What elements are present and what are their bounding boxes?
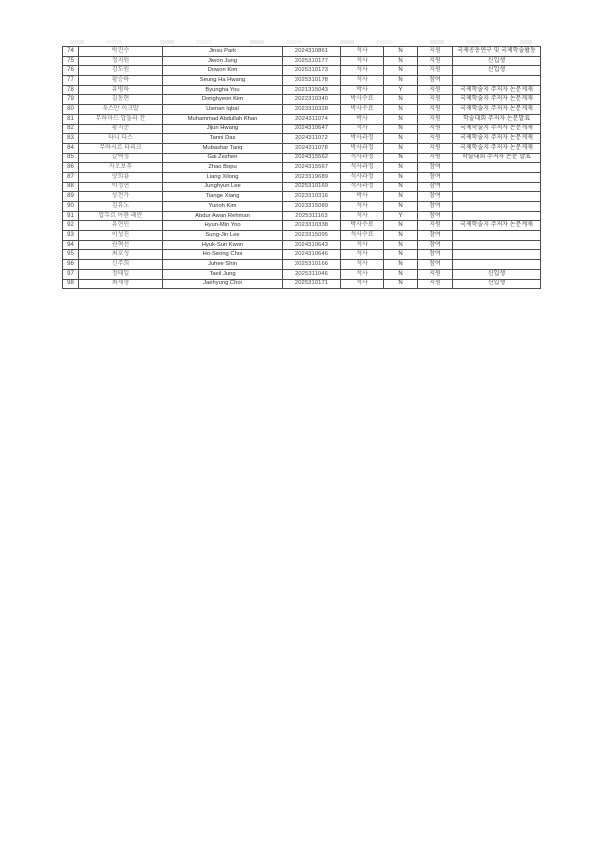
cell-name-english: Hyun-Min Yoo (163, 221, 283, 231)
cell-name-korean: 무하마드 압둘라 칸 (79, 114, 163, 124)
cell-status: 참여 (418, 260, 453, 270)
cell-status: 지원 (418, 279, 453, 289)
cell-new-flag: N (384, 47, 418, 57)
table-row (63, 153, 541, 163)
table-row (63, 76, 541, 86)
table-row (63, 250, 541, 260)
cell-name-korean: 황승하 (79, 76, 163, 86)
cell-name-english: Ho-Seong Choi (163, 250, 283, 260)
cell-note: 국제학술지 주저자 논문게재 (453, 85, 541, 95)
cell-note: 학술대회 주저자 논문발표 (453, 114, 541, 124)
cell-name-english: Jinsu Park (163, 47, 283, 57)
cell-name-english: Taeil Jung (163, 269, 283, 279)
cell-degree: 석사 (341, 66, 384, 76)
cell-note (453, 260, 541, 270)
cell-new-flag: N (384, 95, 418, 105)
table-row (63, 66, 541, 76)
cell-name-english: Donghyeon Kim (163, 95, 283, 105)
cell-new-flag: N (384, 124, 418, 134)
cell-note: 신입생 (453, 56, 541, 66)
cell-note (453, 76, 541, 86)
cell-row-number: 94 (63, 240, 79, 250)
clipped-previous-row (70, 40, 532, 44)
cell-note (453, 250, 541, 260)
cell-degree: 박사과정 (341, 143, 384, 153)
table-row (63, 47, 541, 57)
cell-row-number: 79 (63, 95, 79, 105)
cell-name-korean: 상천가 (79, 192, 163, 202)
cell-new-flag: N (384, 231, 418, 241)
cell-status: 참여 (418, 182, 453, 192)
cell-student-id: 2024315562 (283, 153, 341, 163)
cell-name-korean: 김동현 (79, 95, 163, 105)
cell-name-korean: 김유노 (79, 202, 163, 212)
cell-student-id: 2025311163 (283, 211, 341, 221)
cell-status: 지원 (418, 85, 453, 95)
cell-student-id: 2024310643 (283, 240, 341, 250)
table-row (63, 143, 541, 153)
cell-note (453, 202, 541, 212)
cell-new-flag: N (384, 221, 418, 231)
cell-name-english: Sung-Jin Lee (163, 231, 283, 241)
cell-status: 지원 (418, 114, 453, 124)
cell-student-id: 2025311046 (283, 269, 341, 279)
cell-degree: 박사 (341, 192, 384, 202)
cell-name-korean: 최호성 (79, 250, 163, 260)
cell-new-flag: N (384, 250, 418, 260)
cell-degree: 석사 (341, 279, 384, 289)
cell-name-korean: 권혁선 (79, 240, 163, 250)
table-body (63, 47, 541, 289)
cell-note: 학술대회 주저자 논문 발표 (453, 153, 541, 163)
cell-name-korean: 무바시르 타리크 (79, 143, 163, 153)
cell-note (453, 172, 541, 182)
cell-new-flag: N (384, 134, 418, 144)
table-row (63, 202, 541, 212)
cell-name-korean: 정지원 (79, 56, 163, 66)
cell-student-id: 2025310177 (283, 56, 341, 66)
cell-row-number: 81 (63, 114, 79, 124)
cell-degree: 석사 (341, 260, 384, 270)
cell-degree: 석사 (341, 47, 384, 57)
cell-new-flag: N (384, 143, 418, 153)
cell-degree: 석사 (341, 76, 384, 86)
cell-note (453, 163, 541, 173)
cell-new-flag: N (384, 192, 418, 202)
cell-row-number: 93 (63, 231, 79, 241)
table-row (63, 124, 541, 134)
cell-name-korean: 유현민 (79, 221, 163, 231)
cell-note: 신입생 (453, 269, 541, 279)
cell-note (453, 192, 541, 202)
cell-student-id: 2023319689 (283, 172, 341, 182)
cell-row-number: 82 (63, 124, 79, 134)
cell-name-korean: 압두르 아완 레만 (79, 211, 163, 221)
table-row (63, 260, 541, 270)
cell-degree: 석사 (341, 269, 384, 279)
cell-student-id: 2025310169 (283, 182, 341, 192)
cell-status: 지원 (418, 143, 453, 153)
table-row (63, 211, 541, 221)
cell-student-id: 2024315567 (283, 163, 341, 173)
cell-student-id: 2024310646 (283, 250, 341, 260)
student-roster-table (62, 46, 541, 289)
cell-status: 지원 (418, 134, 453, 144)
cell-name-english: Tanni Das (163, 134, 283, 144)
cell-name-english: Dowon Kim (163, 66, 283, 76)
cell-status: 지원 (418, 105, 453, 115)
cell-name-korean: 이성진 (79, 231, 163, 241)
cell-student-id: 2025310171 (283, 279, 341, 289)
cell-degree: 석사 (341, 250, 384, 260)
cell-name-korean: 정태일 (79, 269, 163, 279)
cell-status: 참여 (418, 250, 453, 260)
cell-name-english: Junghyun Lee (163, 182, 283, 192)
cell-note (453, 231, 541, 241)
cell-new-flag: N (384, 66, 418, 76)
cell-name-korean: 타니 다스 (79, 134, 163, 144)
cell-degree: 석사 (341, 202, 384, 212)
cell-status: 지원 (418, 66, 453, 76)
cell-student-id: 2024311074 (283, 114, 341, 124)
cell-new-flag: N (384, 240, 418, 250)
cell-name-korean: 유병하 (79, 85, 163, 95)
cell-student-id: 2024311072 (283, 134, 341, 144)
cell-name-korean: 박진수 (79, 47, 163, 57)
cell-new-flag: N (384, 172, 418, 182)
cell-degree: 박사수료 (341, 105, 384, 115)
cell-row-number: 98 (63, 279, 79, 289)
cell-new-flag: N (384, 114, 418, 124)
cell-student-id: 2025310166 (283, 260, 341, 270)
cell-note: 국제학술지 주저자 논문게재 (453, 95, 541, 105)
cell-row-number: 76 (63, 66, 79, 76)
cell-name-english: Zhao Bopu (163, 163, 283, 173)
cell-new-flag: N (384, 202, 418, 212)
cell-name-english: Juhee Shin (163, 260, 283, 270)
cell-note (453, 240, 541, 250)
cell-student-id: 2022310340 (283, 95, 341, 105)
cell-name-english: Tiange Xiang (163, 192, 283, 202)
cell-student-id: 2025310173 (283, 66, 341, 76)
cell-row-number: 85 (63, 153, 79, 163)
cell-degree: 박사 (341, 85, 384, 95)
cell-name-korean: 자오보푸 (79, 163, 163, 173)
cell-name-korean: 신주희 (79, 260, 163, 270)
cell-status: 지원 (418, 269, 453, 279)
cell-student-id: 2025310178 (283, 76, 341, 86)
cell-new-flag: N (384, 56, 418, 66)
cell-row-number: 83 (63, 134, 79, 144)
cell-student-id: 2023315089 (283, 202, 341, 212)
cell-status: 참여 (418, 211, 453, 221)
cell-status: 지원 (418, 95, 453, 105)
cell-row-number: 95 (63, 250, 79, 260)
cell-new-flag: N (384, 269, 418, 279)
cell-name-english: Jijun Hwang (163, 124, 283, 134)
cell-status: 참여 (418, 202, 453, 212)
cell-degree: 박사 (341, 114, 384, 124)
cell-row-number: 92 (63, 221, 79, 231)
cell-new-flag: N (384, 153, 418, 163)
cell-degree: 석사과정 (341, 172, 384, 182)
cell-student-id: 2024310647 (283, 124, 341, 134)
cell-status: 지원 (418, 153, 453, 163)
cell-row-number: 80 (63, 105, 79, 115)
table-row (63, 182, 541, 192)
table-row (63, 114, 541, 124)
table-row (63, 221, 541, 231)
cell-student-id: 2023310328 (283, 105, 341, 115)
cell-status: 지원 (418, 56, 453, 66)
cell-degree: 박사수료 (341, 95, 384, 105)
cell-status: 참여 (418, 192, 453, 202)
cell-name-korean: 갈택정 (79, 153, 163, 163)
cell-status: 지원 (418, 221, 453, 231)
table-row (63, 85, 541, 95)
cell-row-number: 91 (63, 211, 79, 221)
cell-row-number: 97 (63, 269, 79, 279)
cell-degree: 석사과정 (341, 182, 384, 192)
cell-row-number: 86 (63, 163, 79, 173)
cell-degree: 석사 (341, 56, 384, 66)
cell-note: 국제학술지 주저자 논문게재 (453, 124, 541, 134)
cell-degree: 석사 (341, 211, 384, 221)
cell-student-id: 2024310861 (283, 47, 341, 57)
table-row (63, 95, 541, 105)
table-row (63, 134, 541, 144)
cell-new-flag: N (384, 163, 418, 173)
table-row (63, 172, 541, 182)
cell-degree: 석사과정 (341, 153, 384, 163)
table-row (63, 163, 541, 173)
cell-student-id: 2024311078 (283, 143, 341, 153)
cell-name-english: Liang Xilong (163, 172, 283, 182)
cell-degree: 박사과정 (341, 134, 384, 144)
cell-name-korean: 양희룡 (79, 172, 163, 182)
cell-new-flag: N (384, 76, 418, 86)
cell-name-english: Seung Ha Hwang (163, 76, 283, 86)
table-row (63, 279, 541, 289)
cell-degree: 석사 (341, 240, 384, 250)
cell-status: 지원 (418, 47, 453, 57)
cell-degree: 석사수료 (341, 231, 384, 241)
table-row (63, 56, 541, 66)
cell-new-flag: N (384, 279, 418, 289)
table-row (63, 105, 541, 115)
cell-name-korean: 최재형 (79, 279, 163, 289)
cell-new-flag: N (384, 182, 418, 192)
cell-status: 참여 (418, 231, 453, 241)
cell-name-english: Yunoh Kim (163, 202, 283, 212)
cell-degree: 석사과정 (341, 163, 384, 173)
cell-degree: 석사 (341, 124, 384, 134)
cell-note: 국제학술지 주저자 논문게재 (453, 221, 541, 231)
cell-name-english: Jaehyung Choi (163, 279, 283, 289)
cell-note: 국제학술지 주저자 논문게재 (453, 143, 541, 153)
cell-name-english: Muhammad Abdullah Khan (163, 114, 283, 124)
cell-row-number: 84 (63, 143, 79, 153)
cell-note: 신입생 (453, 66, 541, 76)
cell-note: 신입생 (453, 279, 541, 289)
cell-name-english: Jiwon Jung (163, 56, 283, 66)
cell-status: 참여 (418, 76, 453, 86)
cell-new-flag: N (384, 105, 418, 115)
cell-row-number: 78 (63, 85, 79, 95)
cell-student-id: 2023310316 (283, 192, 341, 202)
table-row (63, 269, 541, 279)
cell-note: 국제공동연구 및 국제학술활동 (453, 47, 541, 57)
cell-note (453, 182, 541, 192)
cell-new-flag: Y (384, 211, 418, 221)
cell-name-korean: 황지준 (79, 124, 163, 134)
cell-student-id: 2021315043 (283, 85, 341, 95)
cell-student-id: 2023310338 (283, 221, 341, 231)
cell-student-id: 2023315095 (283, 231, 341, 241)
cell-row-number: 87 (63, 172, 79, 182)
cell-row-number: 77 (63, 76, 79, 86)
cell-row-number: 88 (63, 182, 79, 192)
cell-new-flag: Y (384, 85, 418, 95)
table-row (63, 192, 541, 202)
cell-name-english: Abdur Awan Rehman (163, 211, 283, 221)
cell-status: 참여 (418, 172, 453, 182)
cell-row-number: 90 (63, 202, 79, 212)
cell-name-korean: 김도원 (79, 66, 163, 76)
cell-name-korean: 이정현 (79, 182, 163, 192)
cell-new-flag: N (384, 260, 418, 270)
cell-status: 지원 (418, 124, 453, 134)
cell-name-english: Mubashar Tariq (163, 143, 283, 153)
cell-name-english: Hyuk-Sun Kwon (163, 240, 283, 250)
cell-degree: 박사수료 (341, 221, 384, 231)
cell-status: 참여 (418, 240, 453, 250)
table-row (63, 240, 541, 250)
cell-name-korean: 우스만 이크발 (79, 105, 163, 115)
table-row (63, 231, 541, 241)
cell-row-number: 75 (63, 56, 79, 66)
cell-note (453, 211, 541, 221)
cell-name-english: Gai Zezhen (163, 153, 283, 163)
cell-status: 참여 (418, 163, 453, 173)
cell-row-number: 96 (63, 260, 79, 270)
cell-row-number: 74 (63, 47, 79, 57)
cell-row-number: 89 (63, 192, 79, 202)
cell-note: 국제학술지 주저자 논문게재 (453, 105, 541, 115)
cell-note: 국제학술지 주저자 논문게재 (453, 134, 541, 144)
cell-name-english: Usman Iqbal (163, 105, 283, 115)
cell-name-english: Byungha You (163, 85, 283, 95)
